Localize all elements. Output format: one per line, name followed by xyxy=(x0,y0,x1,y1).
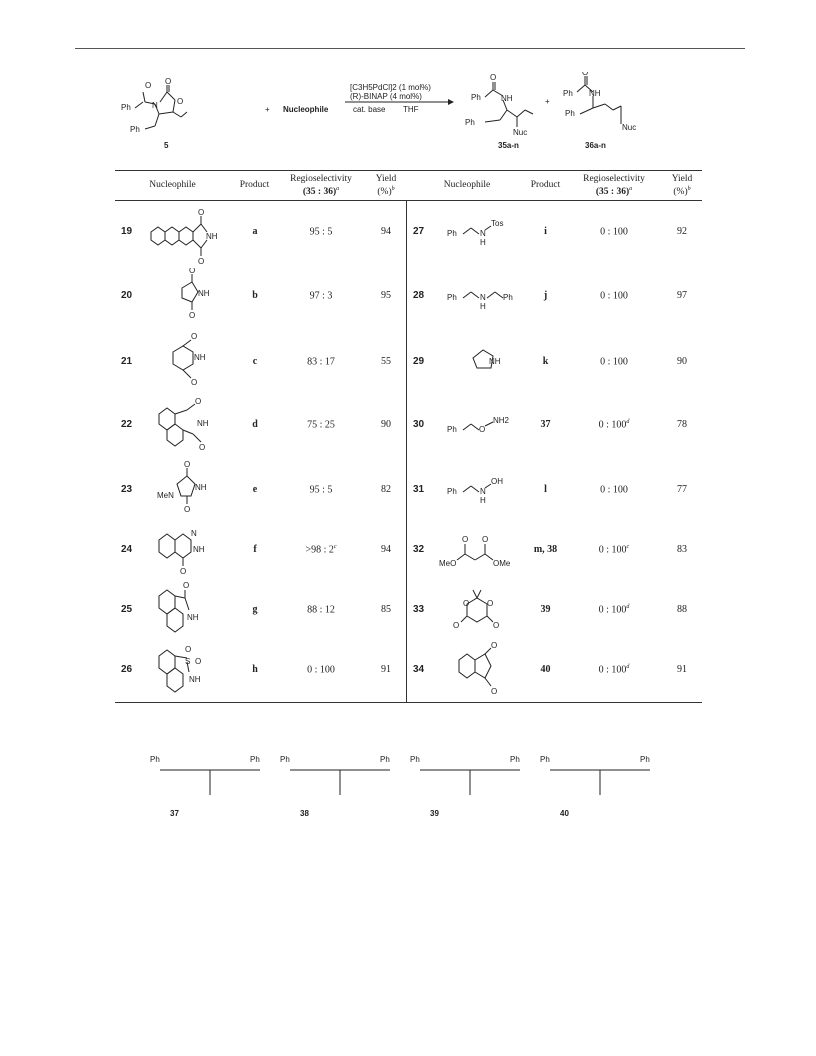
nucleophile-structure-28 xyxy=(445,280,545,320)
svg-text:O: O xyxy=(487,599,494,608)
product-cell: h xyxy=(252,664,258,675)
regio-value: 0 : 100 xyxy=(307,664,335,676)
compound-label-40: 40 xyxy=(560,809,569,818)
svg-text:NH: NH xyxy=(197,419,209,428)
nucleophile-structure-22 xyxy=(153,394,223,456)
regio-cell xyxy=(281,290,361,301)
regio-cell xyxy=(281,356,361,367)
header-regio-line2: (35 : 36) xyxy=(302,187,337,198)
nucleophile-structure-32 xyxy=(437,532,527,576)
svg-text:O: O xyxy=(198,257,205,266)
svg-text:O: O xyxy=(491,641,498,650)
yield-cell: 91 xyxy=(381,664,391,675)
product-cell: d xyxy=(252,419,258,430)
entry-number: 33 xyxy=(413,604,425,615)
svg-text:O: O xyxy=(145,81,152,90)
regio-value: 95 : 5 xyxy=(309,226,333,238)
entry-number: 20 xyxy=(121,290,133,301)
regio-value: 83 : 17 xyxy=(307,356,335,368)
yield-cell: 90 xyxy=(677,356,687,367)
svg-text:N: N xyxy=(480,229,486,238)
substrate-label: 5 xyxy=(164,141,169,150)
svg-text:NH: NH xyxy=(194,353,206,362)
regio-cell xyxy=(281,226,361,237)
product-35-label: 35a-n xyxy=(498,141,519,150)
svg-text:Nuc: Nuc xyxy=(622,123,637,132)
svg-text:O: O xyxy=(491,687,498,696)
regio-footnote: d xyxy=(626,419,630,425)
svg-text:Ph: Ph xyxy=(380,755,390,764)
svg-text:NH: NH xyxy=(589,89,601,98)
svg-text:O: O xyxy=(493,621,500,630)
header-product-right: Product xyxy=(530,180,561,190)
svg-text:O: O xyxy=(479,425,486,434)
svg-text:O: O xyxy=(191,332,198,341)
nucleophile-reagent: Nucleophile xyxy=(283,105,329,114)
svg-text:N: N xyxy=(191,529,197,538)
entry-number: 19 xyxy=(121,226,133,237)
svg-text:N: N xyxy=(480,293,486,302)
regio-value: 97 : 3 xyxy=(309,290,333,302)
reaction-scheme-drawing xyxy=(115,72,675,162)
yield-cell: 90 xyxy=(381,419,391,430)
entry-number: 31 xyxy=(413,484,425,495)
nucleophile-structure-25 xyxy=(155,580,225,642)
yield-cell: 94 xyxy=(381,226,391,237)
nucleophile-structure-26 xyxy=(155,640,225,702)
svg-text:Ph: Ph xyxy=(447,293,457,302)
svg-text:O: O xyxy=(184,460,191,469)
regio-footnote: c xyxy=(626,544,630,550)
product-cell: k xyxy=(542,356,549,367)
svg-text:Ph: Ph xyxy=(447,487,457,496)
nucleophile-structure-34 xyxy=(455,640,535,702)
svg-text:N: N xyxy=(152,101,158,110)
regio-value: 0 : 100 xyxy=(600,290,628,302)
header-nucleophile-left: Nucleophile xyxy=(149,180,196,190)
page-top-rule xyxy=(75,48,745,49)
compound-label-38: 38 xyxy=(300,809,309,818)
regio-cell xyxy=(573,226,655,237)
reaction-scheme xyxy=(115,72,675,162)
regio-value: >98 : 2 xyxy=(305,544,334,556)
nucleophile-structure-30 xyxy=(445,410,545,446)
header-yield-left xyxy=(369,174,403,197)
product-cell: 39 xyxy=(540,604,551,615)
svg-text:NH: NH xyxy=(189,675,201,684)
svg-text:Ph: Ph xyxy=(540,755,550,764)
nucleophile-structure-20 xyxy=(170,268,230,328)
header-regio-footnote: a xyxy=(336,186,340,192)
svg-text:Ph: Ph xyxy=(130,125,140,134)
regio-cell xyxy=(281,664,361,675)
svg-text:O: O xyxy=(177,97,184,106)
svg-text:O: O xyxy=(191,378,198,387)
product-cell: 37 xyxy=(540,419,551,430)
nucleophile-structure-33 xyxy=(447,580,527,640)
product-cell: c xyxy=(252,356,258,367)
svg-text:NH: NH xyxy=(187,613,199,622)
catalyst-label: [C3H5PdCl]2 (1 mol%) xyxy=(350,83,431,92)
ligand-label: (R)-BINAP (4 mol%) xyxy=(350,92,422,101)
bis-product-drawing xyxy=(150,750,670,830)
svg-text:O: O xyxy=(189,311,196,320)
header-nucleophile-right: Nucleophile xyxy=(443,180,491,190)
entry-number: 25 xyxy=(121,604,133,615)
bis-product-structures xyxy=(150,750,670,830)
svg-text:H: H xyxy=(480,238,486,247)
svg-text:Ph: Ph xyxy=(471,93,481,102)
svg-text:Tos: Tos xyxy=(491,219,504,228)
header-yield-line2: (%) xyxy=(377,187,392,198)
product-cell: m, 38 xyxy=(533,544,558,555)
header-regio-line1: Regioselectivity xyxy=(583,174,645,184)
svg-text:Ph: Ph xyxy=(121,103,131,112)
table-header-rule xyxy=(115,200,702,201)
entry-number: 34 xyxy=(413,664,425,675)
svg-text:O: O xyxy=(198,208,205,217)
svg-text:Ph: Ph xyxy=(503,293,513,302)
yield-cell: 88 xyxy=(677,604,687,615)
svg-text:S: S xyxy=(185,657,191,666)
header-regio-line2: (35 : 36) xyxy=(595,187,630,198)
svg-text:Ph: Ph xyxy=(250,755,260,764)
svg-text:Ph: Ph xyxy=(465,118,475,127)
entry-number: 24 xyxy=(121,544,133,555)
regio-value: 88 : 12 xyxy=(307,604,335,616)
entry-number: 32 xyxy=(413,544,425,555)
product-cell: 40 xyxy=(540,664,551,675)
svg-text:Ph: Ph xyxy=(447,229,457,238)
yield-cell: 94 xyxy=(381,544,391,555)
product-cell: e xyxy=(252,484,258,495)
regio-value: 0 : 100 xyxy=(600,356,628,368)
svg-text:NH: NH xyxy=(501,94,513,103)
svg-text:MeN: MeN xyxy=(157,491,174,500)
entry-number: 29 xyxy=(413,356,425,367)
entry-number: 28 xyxy=(413,290,425,301)
regio-value: 0 : 100 xyxy=(598,544,627,556)
regio-footnote: c xyxy=(333,544,337,550)
svg-text:NH: NH xyxy=(193,545,205,554)
base-label: cat. base xyxy=(353,105,386,114)
product-cell: i xyxy=(544,226,547,237)
svg-text:O: O xyxy=(195,397,202,406)
product-cell: f xyxy=(253,544,257,555)
svg-text:Ph: Ph xyxy=(640,755,650,764)
svg-text:Ph: Ph xyxy=(447,425,457,434)
svg-text:Nuc: Nuc xyxy=(513,128,528,137)
regio-value: 0 : 100 xyxy=(598,664,627,676)
nucleophile-structure-31 xyxy=(445,474,535,510)
product-cell: g xyxy=(252,604,258,615)
table-center-divider xyxy=(406,200,407,703)
regio-cell xyxy=(573,419,655,430)
nucleophile-structure-23 xyxy=(155,460,225,520)
regio-cell xyxy=(281,544,361,555)
svg-text:O: O xyxy=(189,268,196,275)
regio-cell xyxy=(573,290,655,301)
nucleophile-structure-29 xyxy=(467,342,527,382)
regio-footnote: d xyxy=(626,664,630,670)
header-regio-footnote: a xyxy=(629,186,633,192)
svg-text:O: O xyxy=(165,77,172,86)
header-yield-line1: Yield xyxy=(671,174,693,184)
svg-text:O: O xyxy=(490,73,497,82)
product-cell: b xyxy=(252,290,258,301)
yield-cell: 78 xyxy=(677,419,687,430)
results-table xyxy=(115,170,702,703)
header-yield-footnote: b xyxy=(687,186,691,192)
yield-cell: 77 xyxy=(677,484,687,495)
yield-cell: 92 xyxy=(677,226,687,237)
entry-number: 30 xyxy=(413,419,425,430)
header-yield-line2: (%) xyxy=(673,187,688,198)
regio-cell xyxy=(573,544,655,555)
plus-sign: + xyxy=(265,105,270,114)
svg-text:O: O xyxy=(185,645,192,654)
header-regio-right xyxy=(573,174,655,197)
arrow-head xyxy=(448,99,454,105)
entry-number: 27 xyxy=(413,226,425,237)
svg-text:O: O xyxy=(199,443,206,452)
yield-cell: 82 xyxy=(381,484,391,495)
nucleophile-structure-21 xyxy=(165,332,225,392)
regio-cell xyxy=(573,604,655,615)
product-cell: l xyxy=(544,484,547,495)
header-product-left: Product xyxy=(239,180,270,190)
svg-text:H: H xyxy=(480,496,486,505)
compound-label-39: 39 xyxy=(430,809,439,818)
entry-number: 23 xyxy=(121,484,133,495)
svg-text:Ph: Ph xyxy=(150,755,160,764)
svg-text:Ph: Ph xyxy=(280,755,290,764)
regio-cell xyxy=(281,484,361,495)
product-36-structure xyxy=(577,76,621,124)
yield-cell: 95 xyxy=(381,290,391,301)
svg-text:NH: NH xyxy=(489,357,501,366)
header-regio-left xyxy=(281,174,361,197)
product-cell: j xyxy=(543,290,548,301)
svg-text:O: O xyxy=(183,581,190,590)
svg-text:O: O xyxy=(184,505,191,514)
substrate-structure xyxy=(135,85,187,129)
svg-text:N: N xyxy=(480,487,486,496)
nucleophile-structure-19 xyxy=(145,206,235,266)
regio-footnote: d xyxy=(626,604,630,610)
product-36-label: 36a-n xyxy=(585,141,606,150)
header-yield-footnote: b xyxy=(391,186,395,192)
nucleophile-structure-24 xyxy=(155,522,225,582)
regio-value: 75 : 25 xyxy=(307,419,335,431)
svg-text:Ph: Ph xyxy=(563,89,573,98)
yield-cell: 85 xyxy=(381,604,391,615)
regio-value: 0 : 100 xyxy=(598,604,627,616)
regio-value: 0 : 100 xyxy=(598,419,627,431)
solvent-label: THF xyxy=(403,105,419,114)
svg-text:H: H xyxy=(480,302,486,311)
svg-text:+: + xyxy=(545,97,550,106)
regio-value: 95 : 5 xyxy=(309,484,333,496)
regio-cell xyxy=(573,484,655,495)
regio-cell xyxy=(281,604,361,615)
entry-number: 22 xyxy=(121,419,133,430)
svg-text:Ph: Ph xyxy=(510,755,520,764)
header-regio-line1: Regioselectivity xyxy=(290,174,352,184)
yield-cell: 83 xyxy=(677,544,687,555)
svg-text:Ph: Ph xyxy=(410,755,420,764)
regio-value: 0 : 100 xyxy=(600,226,628,238)
svg-text:O: O xyxy=(462,535,469,544)
yield-cell: 97 xyxy=(677,290,687,301)
svg-text:O: O xyxy=(482,535,489,544)
svg-text:NH: NH xyxy=(195,483,207,492)
svg-text:MeO: MeO xyxy=(439,559,457,568)
product-cell: a xyxy=(252,226,258,237)
svg-text:O: O xyxy=(582,72,589,77)
table-top-rule xyxy=(115,170,702,171)
svg-text:O: O xyxy=(463,599,470,608)
svg-text:NH: NH xyxy=(206,232,218,241)
svg-text:OH: OH xyxy=(491,477,503,486)
svg-text:O: O xyxy=(453,621,460,630)
entry-number: 26 xyxy=(121,664,133,675)
svg-text:NH2: NH2 xyxy=(493,416,510,425)
entry-number: 21 xyxy=(121,356,133,367)
regio-cell xyxy=(573,356,655,367)
svg-text:OMe: OMe xyxy=(493,559,511,568)
regio-value: 0 : 100 xyxy=(600,484,628,496)
nucleophile-structure-27 xyxy=(445,214,535,254)
yield-cell: 55 xyxy=(381,356,391,367)
svg-text:O: O xyxy=(195,657,202,666)
svg-text:O: O xyxy=(180,567,187,576)
table-bottom-rule xyxy=(115,702,702,703)
header-yield-line1: Yield xyxy=(375,174,397,184)
product-35-structure xyxy=(485,82,533,127)
regio-cell xyxy=(281,419,361,430)
header-yield-right xyxy=(665,174,699,197)
svg-text:NH: NH xyxy=(198,289,210,298)
compound-label-37: 37 xyxy=(170,809,179,818)
regio-cell xyxy=(573,664,655,675)
svg-text:Ph: Ph xyxy=(565,109,575,118)
yield-cell: 91 xyxy=(677,664,687,675)
